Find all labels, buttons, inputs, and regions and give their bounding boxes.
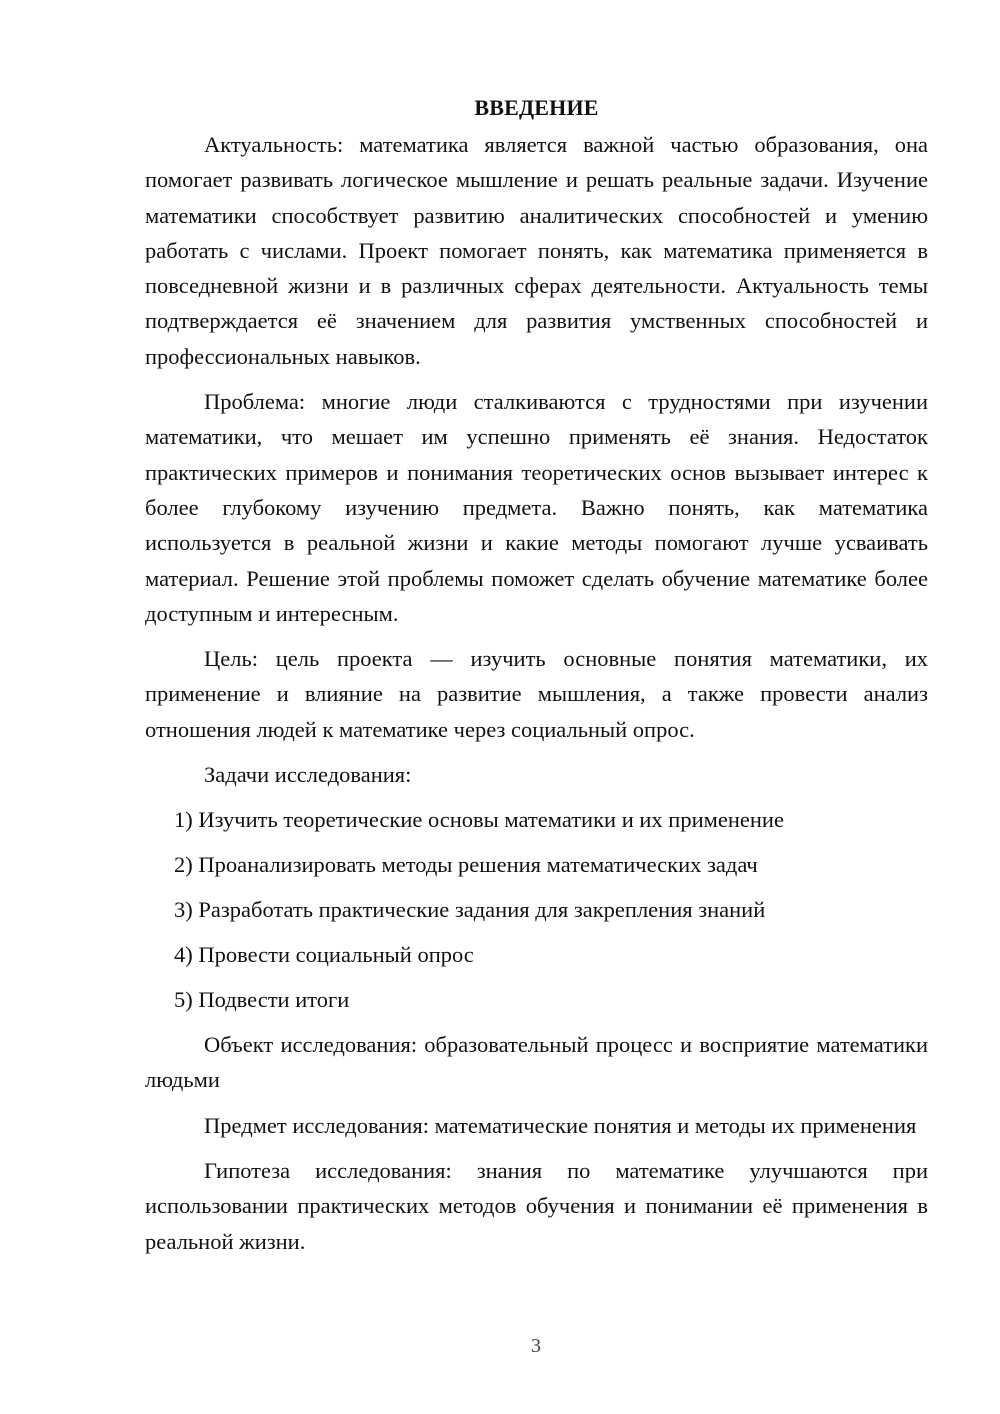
relevance-paragraph: Актуальность: математика является важной частью образования, она помогает развивать логическое мышление и решать реальные задачи. Изучение математики способствует развитию аналитических способностей и умению работать с числами. Проект помогает понять, как математика применяется в повседневной жизни и в различных сферах деятельности. Актуальность темы подтверждается её значением для развития умственных способностей и профессиональных навыков. xyxy=(145,132,928,369)
tasks-heading: Задачи исследования: xyxy=(204,762,412,788)
subject-paragraph: Предмет исследования: математические понятия и методы их применения xyxy=(204,1112,917,1138)
tasks-list xyxy=(145,802,928,1017)
task-item: 5) Подвести итоги xyxy=(174,987,350,1013)
page-number: 3 xyxy=(531,1335,541,1357)
task-item: 2) Проанализировать методы решения математических задач xyxy=(174,852,758,878)
task-item: 1) Изучить теоретические основы математики и их применение xyxy=(174,807,784,833)
problem-paragraph: Проблема: многие люди сталкиваются с трудностями при изучении математики, что мешает им успешно применять её знания. Недостаток практических примеров и понимания теоретических основ вызывает интерес к более глубокому изучению предмета. Важно понять, как математика используется в реальной жизни и какие методы помогают лучше усваивать материал. Решение этой проблемы поможет сделать обучение математике более доступным и интересным. xyxy=(145,389,928,626)
object-paragraph: Объект исследования: образовательный процесс и восприятие математики людьми xyxy=(145,1032,928,1093)
task-item: 3) Разработать практические задания для закрепления знаний xyxy=(174,897,766,923)
hypothesis-paragraph: Гипотеза исследования: знания по математике улучшаются при использовании практических методов обучения и понимании её применения в реальной жизни. xyxy=(145,1157,928,1254)
page-content xyxy=(145,93,928,1269)
page-title: ВВЕДЕНИЕ xyxy=(474,95,599,120)
task-item: 4) Провести социальный опрос xyxy=(174,942,474,968)
goal-paragraph: Цель: цель проекта — изучить основные понятия математики, их применение и влияние на развитие мышления, а также провести анализ отношения людей к математике через социальный опрос. xyxy=(145,646,928,742)
